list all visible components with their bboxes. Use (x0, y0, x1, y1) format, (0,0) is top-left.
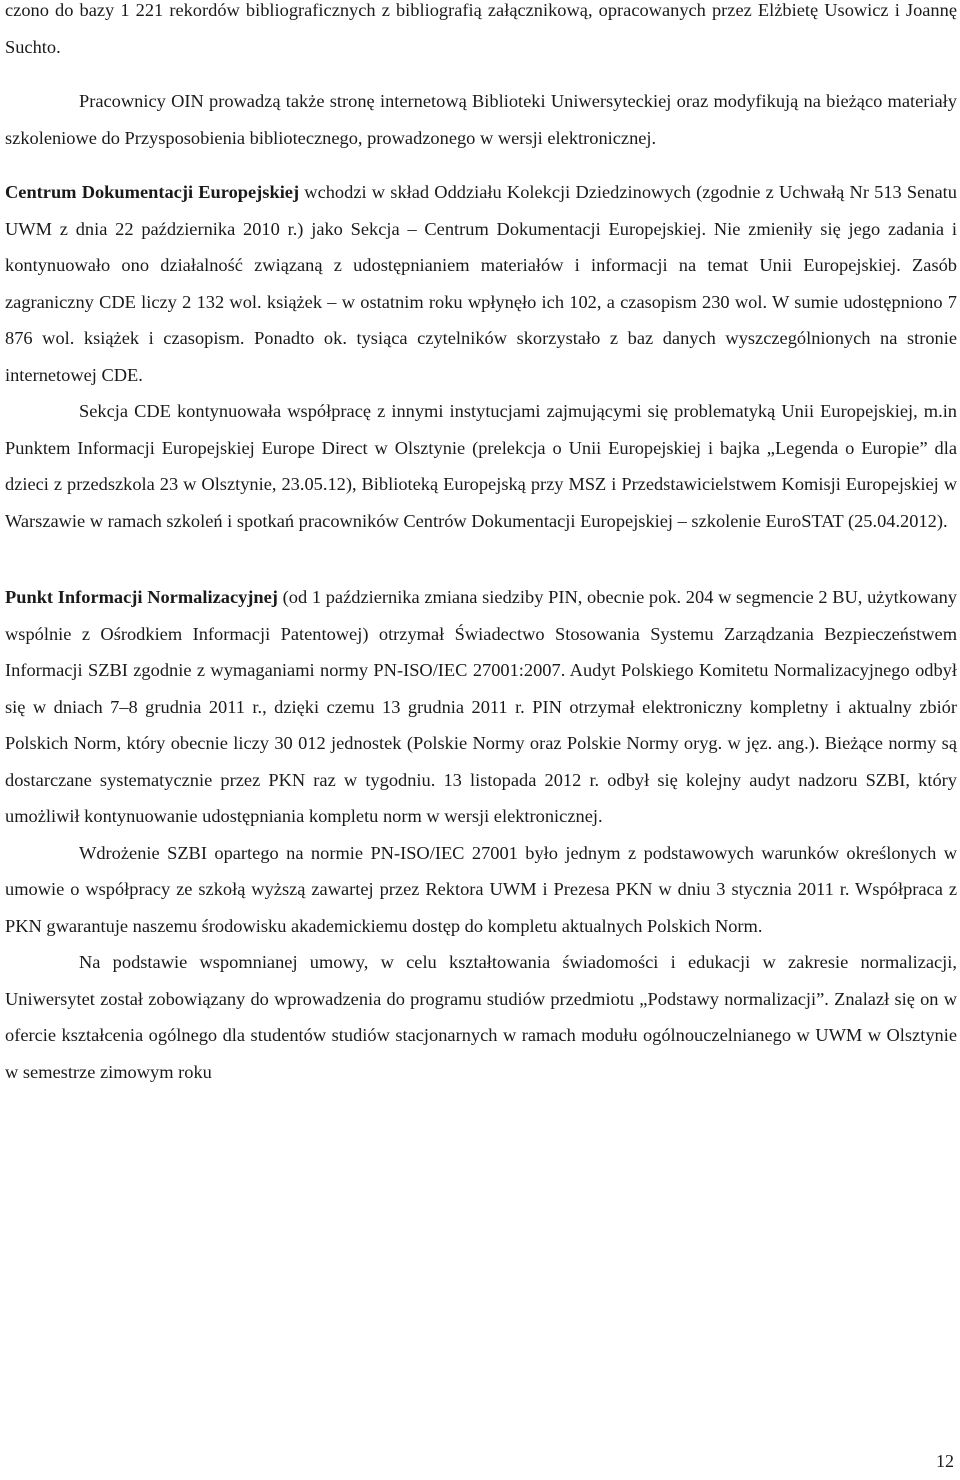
pin-text: (od 1 października zmiana siedziby PIN, obecnie pok. 204 w segmencie 2 BU, użytkowany wspólnie z Ośrodkiem Informacji Patentowej) otrzymał Świadectwo Stosowania Systemu Zarządzania Bezpieczeństwem Informacji SZBI zgodnie z wymaganiami normy PN-ISO/IEC 27001:2007. Audyt Polskiego Komitetu Normalizacyjnego odbył się w dniach 7–8 grudnia 2011 r., dzięki czemu 13 grudnia 2011 r. PIN otrzymał elektroniczny kompletny i aktualny zbiór Polskich Norm, który obecnie liczy 30 012 jednostek (Polskie Normy oraz Polskie Normy oryg. w jęz. ang.). Bieżące normy są dostarczane systematycznie przez PKN raz w tygodniu. 13 listopada 2012 r. odbył się kolejny audyt nadzoru SZBI, który umożliwił kontynuowanie udostępniania kompletu norm w wersji elektronicznej. (5, 587, 957, 826)
paragraph-agreement: Na podstawie wspomnianej umowy, w celu kształtowania świadomości i edukacji w zakresie normalizacji, Uniwersytet został zobowiązany do wprowadzenia do programu studiów przedmiotu „Podstawy normalizacji”. Znalazł się on w ofercie kształcenia ogólnego dla studentów studiów stacjonarnych w ramach modułu ogólnouczelnianego w UWM w Olsztynie w semestrze zimowym roku (5, 952, 957, 1082)
paragraph-cde (5, 174, 957, 393)
page-number: 12 (936, 1451, 954, 1471)
paragraph-bibliography-continuation: czono do bazy 1 221 rekordów bibliograficznych z bibliografią załącznikową, opracowanych przez Elżbietę Usowicz i Joannę Suchto. (5, 0, 957, 57)
document-page (5, 0, 957, 1090)
paragraph-pin (5, 579, 957, 835)
paragraph-gap (5, 65, 957, 83)
cde-text: wchodzi w skład Oddziału Kolekcji Dziedzinowych (zgodnie z Uchwałą Nr 513 Senatu UWM z dnia 22 października 2010 r.) jako Sekcja – Centrum Dokumentacji Europejskiej. Nie zmieniły się jego zadania i kontynuowało ono działalność związaną z udostępnianiem materiałów i informacji na temat Unii Europejskiej. Zasób zagraniczny CDE liczy 2 132 wol. książek – w ostatnim roku wpłynęło ich 102, a czasopism 230 wol. W sumie udostępniono 7 876 wol. książek i czasopism. Ponadto ok. tysiąca czytelników skorzystało z baz danych wyszczególnionych na stronie internetowej CDE. (5, 182, 957, 385)
pin-heading: Punkt Informacji Normalizacyjnej (5, 587, 278, 607)
section-gap (5, 539, 957, 579)
paragraph-gap (5, 156, 957, 174)
paragraph-szbi: Wdrożenie SZBI opartego na normie PN-ISO/IEC 27001 było jednym z podstawowych warunków określonych w umowie o współpracy ze szkołą wyższą zawartej przez Rektora UWM i Prezesa PKN w dniu 3 stycznia 2011 r. Współpraca z PKN gwarantuje naszemu środowisku akademickiemu dostęp do kompletu aktualnych Polskich Norm. (5, 842, 957, 936)
paragraph-cde-cooperation: Sekcja CDE kontynuowała współpracę z innymi instytucjami zajmującymi się problematyką Unii Europejskiej, m.in Punktem Informacji Europejskiej Europe Direct w Olsztynie (prelekcja o Unii Europejskiej i bajka „Legenda o Europie” dla dzieci z przedszkola 23 w Olsztynie, 23.05.12), Biblioteką Europejską przy MSZ i Przedstawicielstwem Komisji Europejskiej w Warszawie w ramach szkoleń i spotkań pracowników Centrów Dokumentacji Europejskiej – szkolenie EuroSTAT (25.04.2012). (5, 401, 957, 531)
paragraph-oin-website: Pracownicy OIN prowadzą także stronę internetową Biblioteki Uniwersyteckiej oraz modyfikują na bieżąco materiały szkoleniowe do Przysposobienia bibliotecznego, prowadzonego w wersji elektronicznej. (5, 91, 957, 148)
cde-heading: Centrum Dokumentacji Europejskiej (5, 182, 300, 202)
